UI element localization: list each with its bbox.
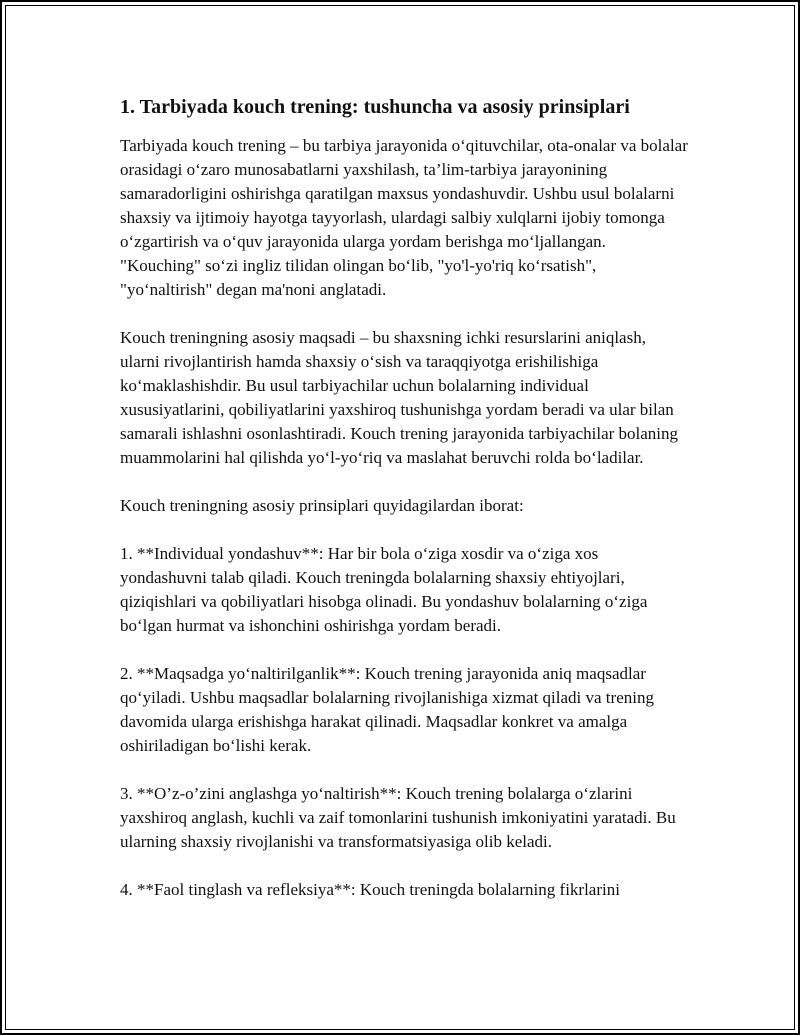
principle-item-1: 1. **Individual yondashuv**: Har bir bola o‘ziga xosdir va o‘ziga xos yondashuvni talab qiladi. Kouch treningda bolalarning shaxsiy ehtiyojlari, qiziqishlari va qobiliyatlari hisobga olinadi. Bu yondashuv bolalarning o‘ziga bo‘lgan hurmat va ishonchini oshirishga yordam beradi. [120, 544, 648, 635]
paragraph-definition: Tarbiyada kouch trening – bu tarbiya jarayonida o‘qituvchilar, ota-onalar va bolalar orasidagi o‘zaro munosabatlarni yaxshilash, ta’lim-tarbiya jarayonining samaradorligini oshirishga qaratilgan maxsus yondashuvdir. Ushbu usul bolalarni shaxsiy va ijtimoiy hayotga tayyorlash, ulardagi salbiy xulqlarni ijobiy tomonga o‘zgartirish va o‘quv jarayonida ularga yordam berishga mo‘ljallangan. "Kouching" so‘zi ingliz tilidan olingan bo‘lib, "yo'l-yo'riq ko‘rsatish", "yo‘naltirish" degan ma'noni anglatadi. [120, 136, 688, 299]
paragraph-principles-intro: Kouch treningning asosiy prinsiplari quyidagilardan iborat: [120, 496, 524, 515]
document-body [120, 94, 688, 926]
section-heading: 1. Tarbiyada kouch trening: tushuncha va asosiy prinsiplari [120, 96, 630, 118]
principle-item-3: 3. **O’z-o’zini anglashga yo‘naltirish**: Kouch trening bolalarga o‘zlarini yaxshiroq anglash, kuchli va zaif tomonlarini tushunish imkoniyatini yaratadi. Bu ularning shaxsiy rivojlanishi va transformatsiyasiga olib keladi. [120, 784, 676, 851]
principle-item-2: 2. **Maqsadga yo‘naltirilganlik**: Kouch trening jarayonida aniq maqsadlar qo‘yiladi. Ushbu maqsadlar bolalarning rivojlanishiga xizmat qiladi va trening davomida ularga erishishga harakat qilinadi. Maqsadlar konkret va amalga oshiriladigan bo‘lishi kerak. [120, 664, 654, 755]
principle-item-4: 4. **Faol tinglash va refleksiya**: Kouch treningda bolalarning fikrlarini [120, 880, 620, 899]
paragraph-goal: Kouch treningning asosiy maqsadi – bu shaxsning ichki resurslarini aniqlash, ularni rivojlantirish hamda shaxsiy o‘sish va taraqqiyotga erishilishiga ko‘maklashishdir. Bu usul tarbiyachilar uchun bolalarning individual xususiyatlarini, qobiliyatlarini yaxshiroq tushunishga yordam beradi va ular bilan samarali ishlashni osonlashtiradi. Kouch trening jarayonida tarbiyachilar bolaning muammolarini hal qilishda yo‘l-yo‘riq va maslahat beruvchi rolda bo‘ladilar. [120, 328, 679, 467]
